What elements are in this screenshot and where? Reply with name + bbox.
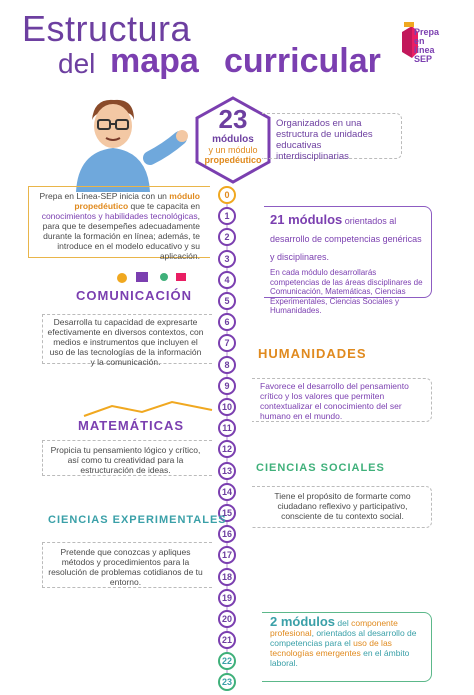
teacher-illustration <box>62 92 190 192</box>
module-circle-2: 2 <box>218 228 236 246</box>
module-circle-11: 11 <box>218 419 236 437</box>
modules-21-box <box>264 206 432 315</box>
module-circle-22: 22 <box>218 652 236 670</box>
modules-2-h1: componente profesional <box>270 618 398 638</box>
module-circle-13: 13 <box>218 462 236 480</box>
module-circle-16: 16 <box>218 525 236 543</box>
module-circle-4: 4 <box>218 271 236 289</box>
module-circle-10: 10 <box>218 398 236 416</box>
hexagon-line1: módulos <box>212 134 254 145</box>
title-line1: Estructura <box>22 8 192 49</box>
prepa-logo <box>400 22 446 62</box>
prepa-highlight-2: conocimientos y habilidades tecnológicas <box>41 211 198 221</box>
module-circle-12: 12 <box>218 440 236 458</box>
subject-sociales: CIENCIAS SOCIALES <box>256 462 385 474</box>
module-circle-23: 23 <box>218 673 236 691</box>
comunicacion-desc: Desarrolla tu capacidad de expresarte efectivamente en diversos contextos, con medios e instrumentos que incluyen el uso de las tecnologías de la información y la comunicación. <box>42 314 212 364</box>
subject-matematicas: MATEMÁTICAS <box>78 418 185 433</box>
matematicas-icons <box>82 400 222 418</box>
module-circle-9: 9 <box>218 377 236 395</box>
logo-text-1: Prepa en <box>414 27 440 46</box>
comunicacion-icons <box>112 268 202 286</box>
hexagon-line3: propedéutico <box>204 155 262 165</box>
module-circle-14: 14 <box>218 483 236 501</box>
sociales-desc: Tiene el propósito de formarte como ciudadano reflexivo y participativo, consciente de tu contexto social. <box>252 486 432 528</box>
module-circle-8: 8 <box>218 356 236 374</box>
prepa-text-3: , para que te desempeñes adecuadamente durante la formación en línea; además, te introduce en el modelo educativo y su aplicación. <box>42 211 200 261</box>
module-circle-15: 15 <box>218 504 236 522</box>
logo-text-2: línea <box>414 45 435 55</box>
propedeutico-box <box>28 186 210 261</box>
modules-2-h2: uso de las tecnologías emergentes <box>270 638 392 658</box>
modules-2-box <box>262 612 432 682</box>
matematicas-desc: Propicia tu pensamiento lógico y crítico, así como tu creatividad para la estructuración de ideas. <box>42 440 212 476</box>
modules-2-p3: en el ámbito laboral. <box>270 648 410 668</box>
modules-2-title: 2 módulos <box>270 614 336 629</box>
modules-2-p2: , orientados al desarrollo de competencias para el <box>270 628 417 648</box>
module-circle-21: 21 <box>218 631 236 649</box>
modules-21-end: . <box>326 252 330 262</box>
module-circle-20: 20 <box>218 610 236 628</box>
module-circle-3: 3 <box>218 250 236 268</box>
prepa-highlight-1: módulo propedéutico <box>74 191 200 211</box>
title-mapa: mapa <box>110 42 199 80</box>
hexagon-line2: y un módulo <box>208 145 258 155</box>
prepa-text-2: que te capacita en <box>128 201 200 211</box>
module-circle-0: 0 <box>218 186 236 204</box>
modules-hexagon <box>194 96 272 184</box>
title-del: del <box>58 48 96 79</box>
subject-humanidades: HUMANIDADES <box>258 346 367 361</box>
humanidades-desc: Favorece el desarrollo del pensamiento crítico y los valores que permiten contextualizar el conocimiento del ser humano en el mundo. <box>252 378 432 422</box>
modules-2-p1: del <box>335 618 352 628</box>
title-curricular: curricular <box>224 42 381 80</box>
module-circle-1: 1 <box>218 207 236 225</box>
modules-21-small: orientados al desarrollo de <box>270 216 397 244</box>
module-circle-17: 17 <box>218 546 236 564</box>
module-circle-18: 18 <box>218 568 236 586</box>
experimentales-desc: Pretende que conozcas y apliques métodos y procedimientos para la resolución de problemas cotidianos de tu entorno. <box>42 542 212 588</box>
module-circle-5: 5 <box>218 292 236 310</box>
modules-21-desc: En cada módulo desarrollarás competencias de las áreas disciplinares de Comunicación, Matemáticas, Ciencias Experimentales, Ciencias Sociales y Humanidades. <box>270 268 423 315</box>
module-circle-6: 6 <box>218 313 236 331</box>
subject-experimentales: CIENCIAS EXPERIMENTALES <box>48 514 227 526</box>
subject-comunicacion: COMUNICACIÓN <box>76 288 192 303</box>
modules-21-highlight: competencias genéricas y disciplinares <box>270 234 422 262</box>
hexagon-number: 23 <box>218 104 248 134</box>
module-circle-7: 7 <box>218 334 236 352</box>
organized-text: Organizados en una estructura de unidades educativas interdisciplinarias <box>262 113 402 159</box>
logo-text-3: SEP <box>414 54 433 64</box>
modules-21-title: 21 módulos <box>270 212 343 227</box>
prepa-text-1: Prepa en Línea-SEP inicia con un <box>39 191 167 201</box>
module-circle-19: 19 <box>218 589 236 607</box>
